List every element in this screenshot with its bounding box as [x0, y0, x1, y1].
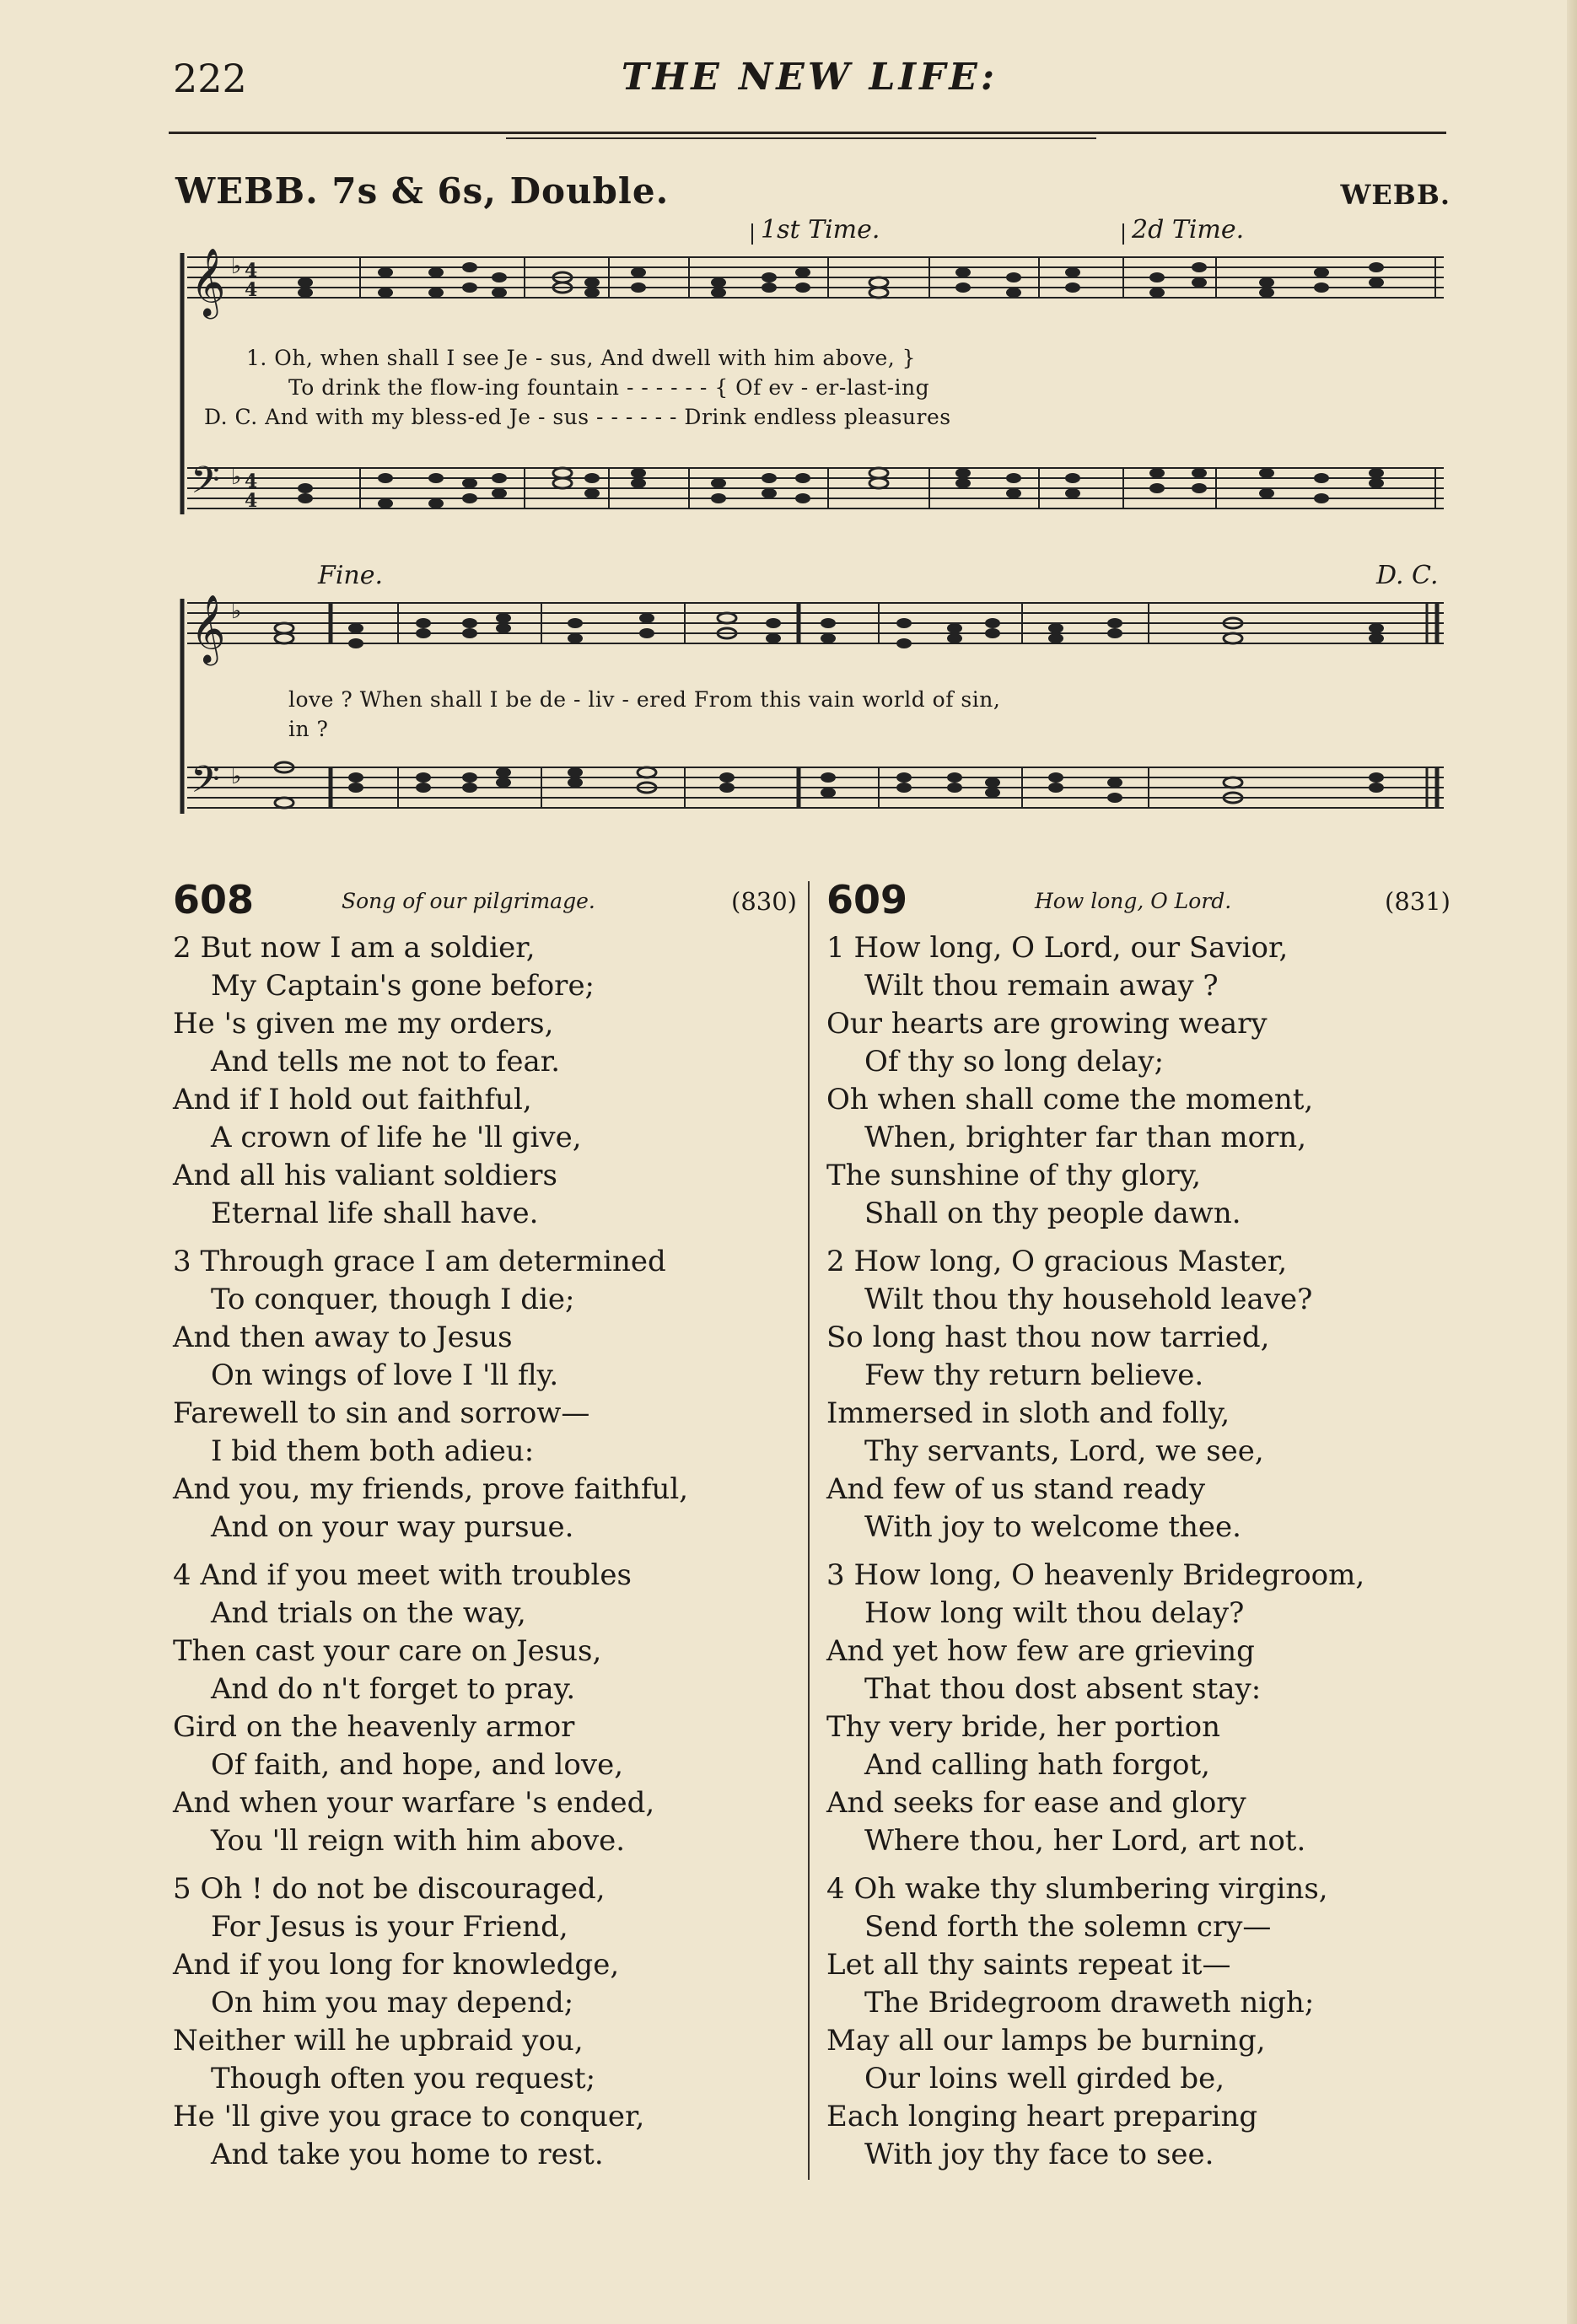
verse-line: 4 And if you meet with troubles [173, 1558, 632, 1592]
verse-line: Of thy so long delay; [864, 1045, 1165, 1079]
verse-line: Then cast your care on Jesus, [173, 1634, 602, 1668]
svg-text:♭: ♭ [231, 764, 242, 789]
lyric-row-3: D. C. And with my bless-ed Je - sus - - - - - - Drink endless pleasures [204, 405, 951, 429]
verse-line: You 'll reign with him above. [211, 1824, 626, 1858]
verse-line: And if I hold out faithful, [173, 1083, 532, 1116]
verse-line: Farewell to sin and sorrow— [173, 1396, 590, 1430]
hymn-reference: (830) [731, 887, 797, 916]
stanza [826, 1557, 1451, 1860]
tune-title: WEBB. 7s & 6s, Double. [175, 170, 670, 212]
header-rule [169, 132, 1446, 134]
svg-text:4: 4 [245, 260, 258, 282]
music-system-2 [179, 561, 1452, 864]
stanza [826, 1243, 1451, 1547]
verse-line: And do n't forget to pray. [211, 1672, 576, 1706]
stanza [826, 1870, 1451, 2174]
stanza [173, 1243, 797, 1547]
stanza [173, 1557, 797, 1860]
music-system-2-score [179, 561, 1452, 864]
verse-line: Wilt thou thy household leave? [864, 1283, 1313, 1316]
verse-line: And few of us stand ready [826, 1472, 1206, 1506]
first-time-mark: 1st Time. [761, 215, 880, 245]
verse-line: Shall on thy people dawn. [864, 1197, 1241, 1230]
verse-line: He 'll give you grace to conquer, [173, 2100, 645, 2133]
svg-text:𝄞: 𝄞 [191, 594, 226, 663]
verse-line: May all our lamps be burning, [826, 2024, 1266, 2058]
lyric-row-5: in ? [288, 717, 329, 741]
verse-line: And calling hath forgot, [864, 1748, 1210, 1782]
verse-line: 3 How long, O heavenly Bridegroom, [826, 1558, 1365, 1592]
fine-mark: Fine. [318, 561, 384, 590]
verse-line: Let all thy saints repeat it— [826, 1948, 1231, 1982]
verse-line: I bid them both adieu: [211, 1434, 535, 1468]
verse-line: That thou dost absent stay: [864, 1672, 1262, 1706]
verse-line: With joy to welcome thee. [864, 1510, 1241, 1544]
dc-mark: D. C. [1376, 561, 1439, 590]
verse-line: How long wilt thou delay? [864, 1596, 1245, 1630]
verse-line: Send forth the solemn cry— [864, 1910, 1272, 1944]
verse-line: Oh when shall come the moment, [826, 1083, 1314, 1116]
verse-line: Of faith, and hope, and love, [211, 1748, 623, 1782]
tune-name-right: WEBB. [1340, 179, 1451, 211]
column-divider [808, 881, 810, 2180]
hymn-number: 609 [826, 877, 908, 923]
hymn-number: 608 [173, 877, 255, 923]
verse-line: And then away to Jesus [173, 1321, 513, 1354]
lyric-row-4: love ? When shall I be de - liv - ered From this vain world of sin, [288, 687, 1001, 712]
second-time-mark: 2d Time. [1132, 215, 1245, 245]
verse-line: So long hast thou now tarried, [826, 1321, 1270, 1354]
svg-text:4: 4 [245, 279, 258, 301]
verse-line: And seeks for ease and glory [826, 1786, 1246, 1820]
verse-line: And take you home to rest. [211, 2138, 604, 2171]
svg-text:𝄢: 𝄢 [191, 757, 220, 810]
music-system-1 [179, 211, 1452, 523]
verse-line: And trials on the way, [211, 1596, 526, 1630]
verse-line: 2 But now I am a soldier, [173, 931, 536, 965]
svg-text:𝄞: 𝄞 [191, 247, 226, 316]
stanza [173, 1870, 797, 2174]
verse-line: Immersed in sloth and folly, [826, 1396, 1230, 1430]
verse-line: When, brighter far than morn, [864, 1121, 1306, 1154]
verse-line: Each longing heart preparing [826, 2100, 1258, 2133]
stanza [826, 929, 1451, 1233]
verse-line: He 's given me my orders, [173, 1007, 554, 1041]
verse-line: Few thy return believe. [864, 1358, 1204, 1392]
verse-line: And you, my friends, prove faithful, [173, 1472, 689, 1506]
page-number: 222 [173, 56, 247, 101]
lyric-row-2: To drink the flow-ing fountain - - - - - - { Of ev - er-last-ing [288, 375, 930, 400]
verse-line: 3 Through grace I am determined [173, 1245, 666, 1278]
verse-line: Though often you request; [211, 2062, 596, 2095]
verse-line: Wilt thou remain away ? [864, 969, 1219, 1003]
verse-line: With joy thy face to see. [864, 2138, 1214, 2171]
svg-text:4: 4 [245, 490, 258, 512]
svg-text:♭: ♭ [231, 465, 242, 490]
verse-line: 2 How long, O gracious Master, [826, 1245, 1288, 1278]
hymn-topic: How long, O Lord. [1035, 889, 1232, 913]
svg-text:♭: ♭ [231, 599, 242, 624]
verse-line: And tells me not to fear. [211, 1045, 561, 1079]
hymn-609-heading [826, 877, 1451, 929]
verse-line: On him you may depend; [211, 1986, 574, 2020]
verse-line: And when your warfare 's ended, [173, 1786, 655, 1820]
lyric-row-1: 1. Oh, when shall I see Je - sus, And dwell with him above, } [246, 346, 917, 370]
verse-line: Gird on the heavenly armor [173, 1710, 575, 1744]
svg-text:4: 4 [245, 471, 258, 492]
verse-line: The Bridegroom draweth nigh; [864, 1986, 1315, 2020]
stanza [173, 929, 797, 1233]
page-edge [1567, 0, 1577, 2324]
verse-line: And on your way pursue. [211, 1510, 574, 1544]
hymn-608-stanzas [173, 929, 797, 2174]
page-header [173, 56, 1446, 115]
verse-line: Where thou, her Lord, art not. [864, 1824, 1306, 1858]
hymn-topic: Song of our pilgrimage. [342, 889, 595, 913]
running-title: THE NEW LIFE: [621, 56, 998, 99]
verse-line: My Captain's gone before; [211, 969, 595, 1003]
verse-line: And yet how few are grieving [826, 1634, 1255, 1668]
svg-text:♭: ♭ [231, 254, 242, 279]
svg-text:𝄢: 𝄢 [191, 458, 220, 511]
verse-line: A crown of life he 'll give, [211, 1121, 582, 1154]
hymn-608 [173, 877, 797, 2184]
verse-line: And if you long for knowledge, [173, 1948, 620, 1982]
verse-line: The sunshine of thy glory, [826, 1159, 1202, 1192]
hymn-608-heading [173, 877, 797, 929]
verse-line: 5 Oh ! do not be discouraged, [173, 1872, 606, 1906]
verse-line: And all his valiant soldiers [173, 1159, 557, 1192]
verse-line: For Jesus is your Friend, [211, 1910, 568, 1944]
hymn-609-stanzas [826, 929, 1451, 2174]
hymn-609 [826, 877, 1451, 2184]
hymn-reference: (831) [1385, 887, 1451, 916]
verse-line: Eternal life shall have. [211, 1197, 539, 1230]
verse-line: To conquer, though I die; [211, 1283, 575, 1316]
verse-line: 4 Oh wake thy slumbering virgins, [826, 1872, 1328, 1906]
verse-line: On wings of love I 'll fly. [211, 1358, 559, 1392]
verse-line: Neither will he upbraid you, [173, 2024, 584, 2058]
verse-line: Our hearts are growing weary [826, 1007, 1268, 1041]
verse-line: Thy servants, Lord, we see, [864, 1434, 1264, 1468]
header-rule-thin [506, 137, 1096, 139]
verse-line: Thy very bride, her portion [826, 1710, 1221, 1744]
verse-line: 1 How long, O Lord, our Savior, [826, 931, 1289, 965]
verse-line: Our loins well girded be, [864, 2062, 1225, 2095]
